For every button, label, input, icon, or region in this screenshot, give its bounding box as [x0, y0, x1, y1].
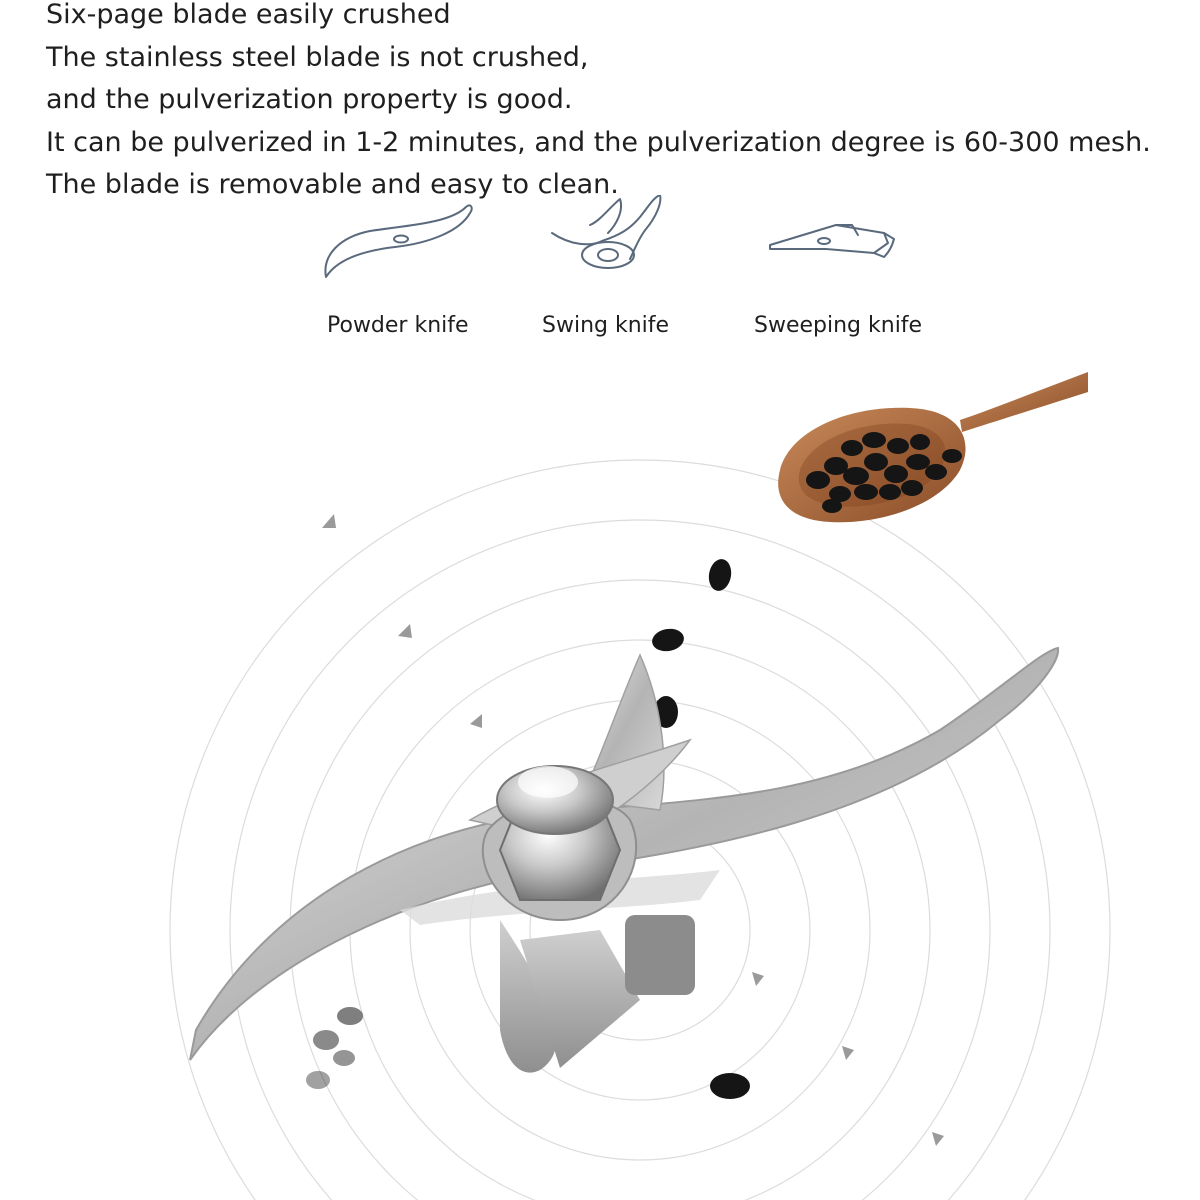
headline-line: It can be pulverized in 1-2 minutes, and the pulverization degree is 60-300 mesh.: [46, 126, 1151, 158]
feature-description: [46, 0, 1186, 207]
swing-knife-icon: [552, 195, 660, 268]
headline-line: and the pulverization property is good.: [46, 84, 573, 115]
swing-knife-label: Swing knife: [542, 313, 670, 338]
knife-icons: [300, 195, 940, 290]
powder-knife-label: Powder knife: [327, 313, 469, 338]
headline-line: The stainless steel blade is not crushed,: [46, 41, 589, 73]
stainless-steel-blade: [190, 648, 1058, 1073]
blade-illustration: [0, 360, 1200, 1200]
wooden-spoon: [778, 372, 1088, 522]
sweeping-knife-label: Sweeping knife: [754, 313, 923, 338]
powder-knife-icon: [325, 205, 471, 277]
headline-line: Six-page blade easily crushed: [46, 0, 451, 30]
headline-line: The blade is removable and easy to clean.: [46, 169, 619, 200]
sweeping-knife-icon: [770, 225, 894, 257]
